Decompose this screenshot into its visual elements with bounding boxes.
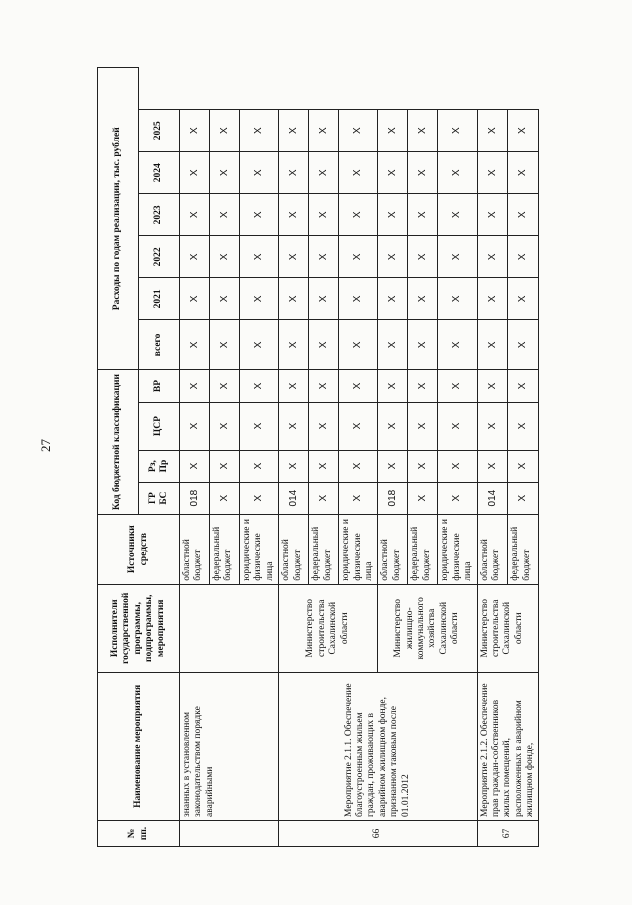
y2022-cell: X: [438, 236, 477, 278]
total-cell: X: [339, 320, 378, 370]
y2022-cell: X: [279, 236, 309, 278]
total-cell: X: [180, 320, 210, 370]
csr-cell: X: [240, 402, 279, 450]
rzpr-cell: X: [240, 450, 279, 482]
grbs-cell: X: [508, 482, 539, 514]
y2022-cell: X: [378, 236, 408, 278]
grbs-cell: X: [438, 482, 477, 514]
y2023-cell: X: [279, 194, 309, 236]
y2025-cell: X: [240, 110, 279, 152]
vr-cell: X: [210, 370, 240, 402]
total-cell: X: [279, 320, 309, 370]
total-cell: X: [508, 320, 539, 370]
rzpr-cell: X: [378, 450, 408, 482]
csr-cell: X: [378, 402, 408, 450]
y2023-cell: X: [378, 194, 408, 236]
grbs-cell: 014: [477, 482, 508, 514]
y2023-cell: X: [339, 194, 378, 236]
y2022-cell: X: [339, 236, 378, 278]
y2022-cell: X: [309, 236, 339, 278]
y2021-cell: X: [477, 278, 508, 320]
y2024-cell: X: [378, 152, 408, 194]
grbs-cell: X: [240, 482, 279, 514]
executor: Министерство строительства Сахалинской области: [279, 584, 378, 672]
csr-cell: X: [279, 402, 309, 450]
total-cell: X: [477, 320, 508, 370]
source: областной бюджет: [180, 514, 210, 584]
y2023-cell: X: [240, 194, 279, 236]
y2025-cell: X: [279, 110, 309, 152]
y2021-cell: X: [508, 278, 539, 320]
y2023-cell: X: [477, 194, 508, 236]
y2025-cell: X: [477, 110, 508, 152]
y2022-cell: X: [508, 236, 539, 278]
y2025-cell: X: [438, 110, 477, 152]
header-rzpr: Рз, Пр: [139, 450, 180, 482]
y2021-cell: X: [210, 278, 240, 320]
total-cell: X: [378, 320, 408, 370]
vr-cell: X: [477, 370, 508, 402]
source: юридические и физические лица: [438, 514, 477, 584]
y2023-cell: X: [180, 194, 210, 236]
vr-cell: X: [408, 370, 438, 402]
grbs-cell: X: [210, 482, 240, 514]
executor: Министерство жилищно-коммунального хозяйства Сахалинской области: [378, 584, 477, 672]
y2023-cell: X: [438, 194, 477, 236]
grbs-cell: 018: [378, 482, 408, 514]
rzpr-cell: X: [339, 450, 378, 482]
executor: Министерство строительства Сахалинской области: [477, 584, 539, 672]
y2021-cell: X: [309, 278, 339, 320]
vr-cell: X: [378, 370, 408, 402]
page-number: 27: [38, 439, 53, 452]
budget-table: [97, 67, 539, 847]
header-2025: 2025: [139, 110, 180, 152]
rzpr-cell: X: [279, 450, 309, 482]
y2024-cell: X: [339, 152, 378, 194]
source: юридические и физические лица: [339, 514, 378, 584]
header-total: всего: [139, 320, 180, 370]
source: областной бюджет: [279, 514, 309, 584]
y2024-cell: X: [508, 152, 539, 194]
y2022-cell: X: [240, 236, 279, 278]
y2024-cell: X: [279, 152, 309, 194]
y2023-cell: X: [210, 194, 240, 236]
header-sources: Источники средств: [98, 514, 180, 584]
header-expenses: Расходы по годам реализации, тыс. рублей: [98, 68, 139, 370]
total-cell: X: [210, 320, 240, 370]
total-cell: X: [438, 320, 477, 370]
total-cell: X: [408, 320, 438, 370]
csr-cell: X: [438, 402, 477, 450]
source: юридические и физические лица: [240, 514, 279, 584]
table-row: [279, 68, 309, 847]
y2025-cell: X: [408, 110, 438, 152]
csr-cell: X: [210, 402, 240, 450]
row-number: 67: [477, 820, 539, 846]
header-csr: ЦСР: [139, 402, 180, 450]
vr-cell: X: [279, 370, 309, 402]
row-number: 66: [279, 820, 477, 846]
csr-cell: X: [508, 402, 539, 450]
y2022-cell: X: [477, 236, 508, 278]
rzpr-cell: X: [408, 450, 438, 482]
header-2024: 2024: [139, 152, 180, 194]
y2023-cell: X: [309, 194, 339, 236]
table-row: [477, 68, 508, 847]
csr-cell: X: [309, 402, 339, 450]
source: федеральный бюджет: [309, 514, 339, 584]
grbs-cell: 014: [279, 482, 309, 514]
y2021-cell: X: [378, 278, 408, 320]
y2025-cell: X: [309, 110, 339, 152]
total-cell: X: [309, 320, 339, 370]
csr-cell: X: [339, 402, 378, 450]
header-2021: 2021: [139, 278, 180, 320]
table-row: [180, 68, 210, 847]
vr-cell: X: [508, 370, 539, 402]
y2023-cell: X: [408, 194, 438, 236]
header-executors: Исполнители государственной программы, подпрограммы, мероприятия: [98, 584, 180, 672]
y2021-cell: X: [438, 278, 477, 320]
total-cell: X: [240, 320, 279, 370]
y2024-cell: X: [438, 152, 477, 194]
y2024-cell: X: [240, 152, 279, 194]
vr-cell: X: [339, 370, 378, 402]
event-name: Мероприятие 2.1.2. Обеспечение прав граждан-собственников жилых помещений, расположенных в аварийном жилищном фонде,: [477, 672, 539, 820]
y2023-cell: X: [508, 194, 539, 236]
y2025-cell: X: [210, 110, 240, 152]
header-grbs: ГР БС: [139, 482, 180, 514]
rzpr-cell: X: [180, 450, 210, 482]
y2022-cell: X: [180, 236, 210, 278]
source: областной бюджет: [477, 514, 508, 584]
rotated-page: [97, 67, 597, 847]
header-2022: 2022: [139, 236, 180, 278]
header-budget-code: Код бюджетной классификации: [98, 370, 139, 514]
y2024-cell: X: [408, 152, 438, 194]
y2024-cell: X: [180, 152, 210, 194]
y2025-cell: X: [339, 110, 378, 152]
header-event: Наименование мероприятия: [98, 672, 180, 820]
rzpr-cell: X: [309, 450, 339, 482]
vr-cell: X: [240, 370, 279, 402]
y2021-cell: X: [240, 278, 279, 320]
vr-cell: X: [309, 370, 339, 402]
source: федеральный бюджет: [210, 514, 240, 584]
event-name: Мероприятие 2.1.1. Обеспечение благоустроенным жильем граждан, проживающих в аварийном жилищном фонде, признанном таковым после 01.01.2012: [279, 672, 477, 820]
header-2023: 2023: [139, 194, 180, 236]
y2025-cell: X: [378, 110, 408, 152]
grbs-cell: X: [309, 482, 339, 514]
vr-cell: X: [180, 370, 210, 402]
source: федеральный бюджет: [408, 514, 438, 584]
header-vr: ВР: [139, 370, 180, 402]
y2025-cell: X: [508, 110, 539, 152]
y2021-cell: X: [180, 278, 210, 320]
source: федеральный бюджет: [508, 514, 539, 584]
y2024-cell: X: [210, 152, 240, 194]
y2021-cell: X: [339, 278, 378, 320]
y2022-cell: X: [408, 236, 438, 278]
grbs-cell: X: [339, 482, 378, 514]
row-number: [180, 820, 279, 846]
y2022-cell: X: [210, 236, 240, 278]
y2025-cell: X: [180, 110, 210, 152]
event-name: знанных в установленном законодательством порядке аварийными: [180, 672, 279, 820]
y2021-cell: X: [279, 278, 309, 320]
y2024-cell: X: [477, 152, 508, 194]
csr-cell: X: [408, 402, 438, 450]
grbs-cell: 018: [180, 482, 210, 514]
executor: [180, 584, 279, 672]
rzpr-cell: X: [477, 450, 508, 482]
rzpr-cell: X: [438, 450, 477, 482]
csr-cell: X: [180, 402, 210, 450]
y2024-cell: X: [309, 152, 339, 194]
rzpr-cell: X: [210, 450, 240, 482]
header-num: № пп.: [98, 820, 180, 846]
grbs-cell: X: [408, 482, 438, 514]
y2021-cell: X: [408, 278, 438, 320]
rzpr-cell: X: [508, 450, 539, 482]
vr-cell: X: [438, 370, 477, 402]
csr-cell: X: [477, 402, 508, 450]
source: областной бюджет: [378, 514, 408, 584]
